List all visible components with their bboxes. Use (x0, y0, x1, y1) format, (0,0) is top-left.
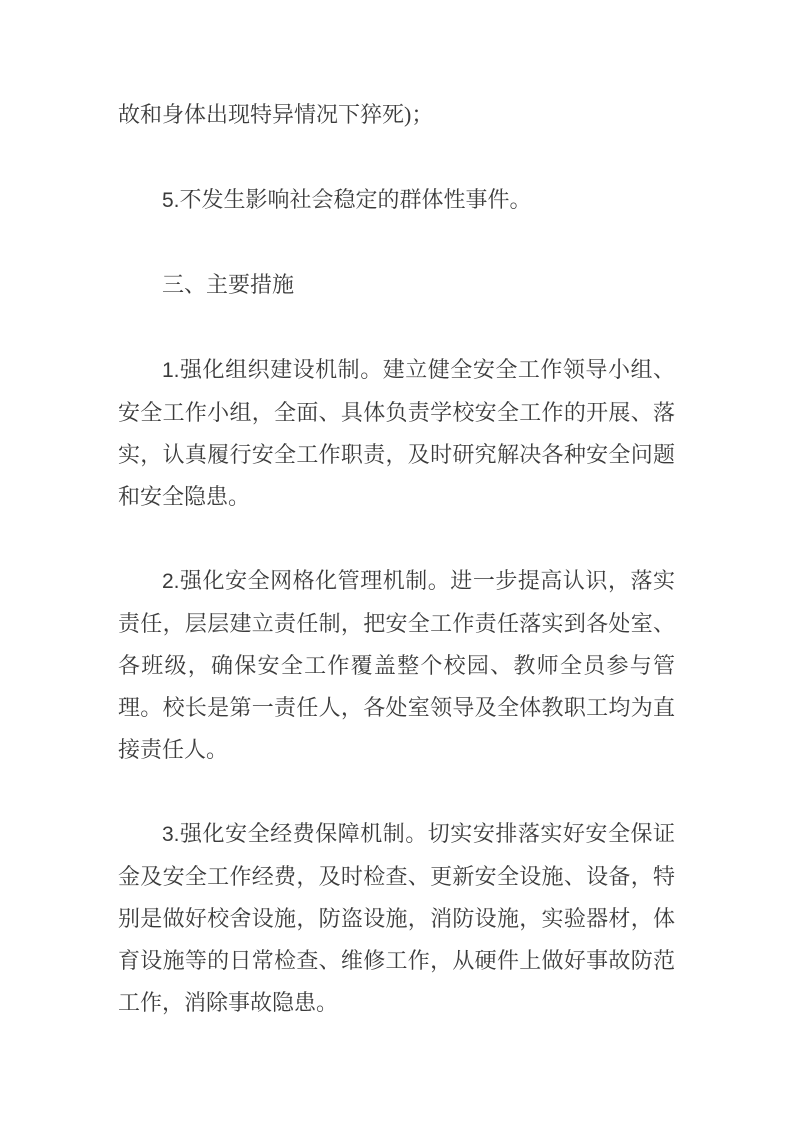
list-number: 1. (162, 359, 180, 382)
carryover-paragraph (118, 94, 675, 137)
measure-paragraph-1 (118, 349, 675, 518)
paragraph-text: 故和身体出现特异情况下猝死)； (118, 102, 434, 127)
goal-item-5 (118, 179, 675, 222)
paragraph-text: 强化安全经费保障机制。切实安排落实好安全保证金及安全工作经费，及时检查、更新安全设施、设备，特别是做好校舍设施，防盗设施，消防设施，实验器材，体育设施等的日常检查、维修工作，从硬件上做好事故防范工作，消除事故隐患。 (118, 821, 675, 1015)
measure-paragraph-3 (118, 813, 675, 1024)
paragraph-text: 不发生影响社会稳定的群体性事件。 (179, 187, 532, 212)
heading-text: 三、主要措施 (162, 272, 295, 297)
list-number: 3. (162, 823, 180, 846)
paragraph-text: 强化安全网格化管理机制。进一步提高认识，落实责任，层层建立责任制，把安全工作责任落实到各处室、各班级，确保安全工作覆盖整个校园、教师全员参与管理。校长是第一责任人，各处室领导及全体教职工均为直接责任人。 (118, 568, 675, 762)
list-number: 5. (162, 189, 180, 212)
section-heading-measures (118, 264, 675, 307)
list-number: 2. (162, 570, 180, 593)
measure-paragraph-2 (118, 560, 675, 771)
paragraph-text: 强化组织建设机制。建立健全安全工作领导小组、安全工作小组，全面、具体负责学校安全工作的开展、落实，认真履行安全工作职责，及时研究解决各种安全问题和安全隐患。 (118, 357, 675, 509)
